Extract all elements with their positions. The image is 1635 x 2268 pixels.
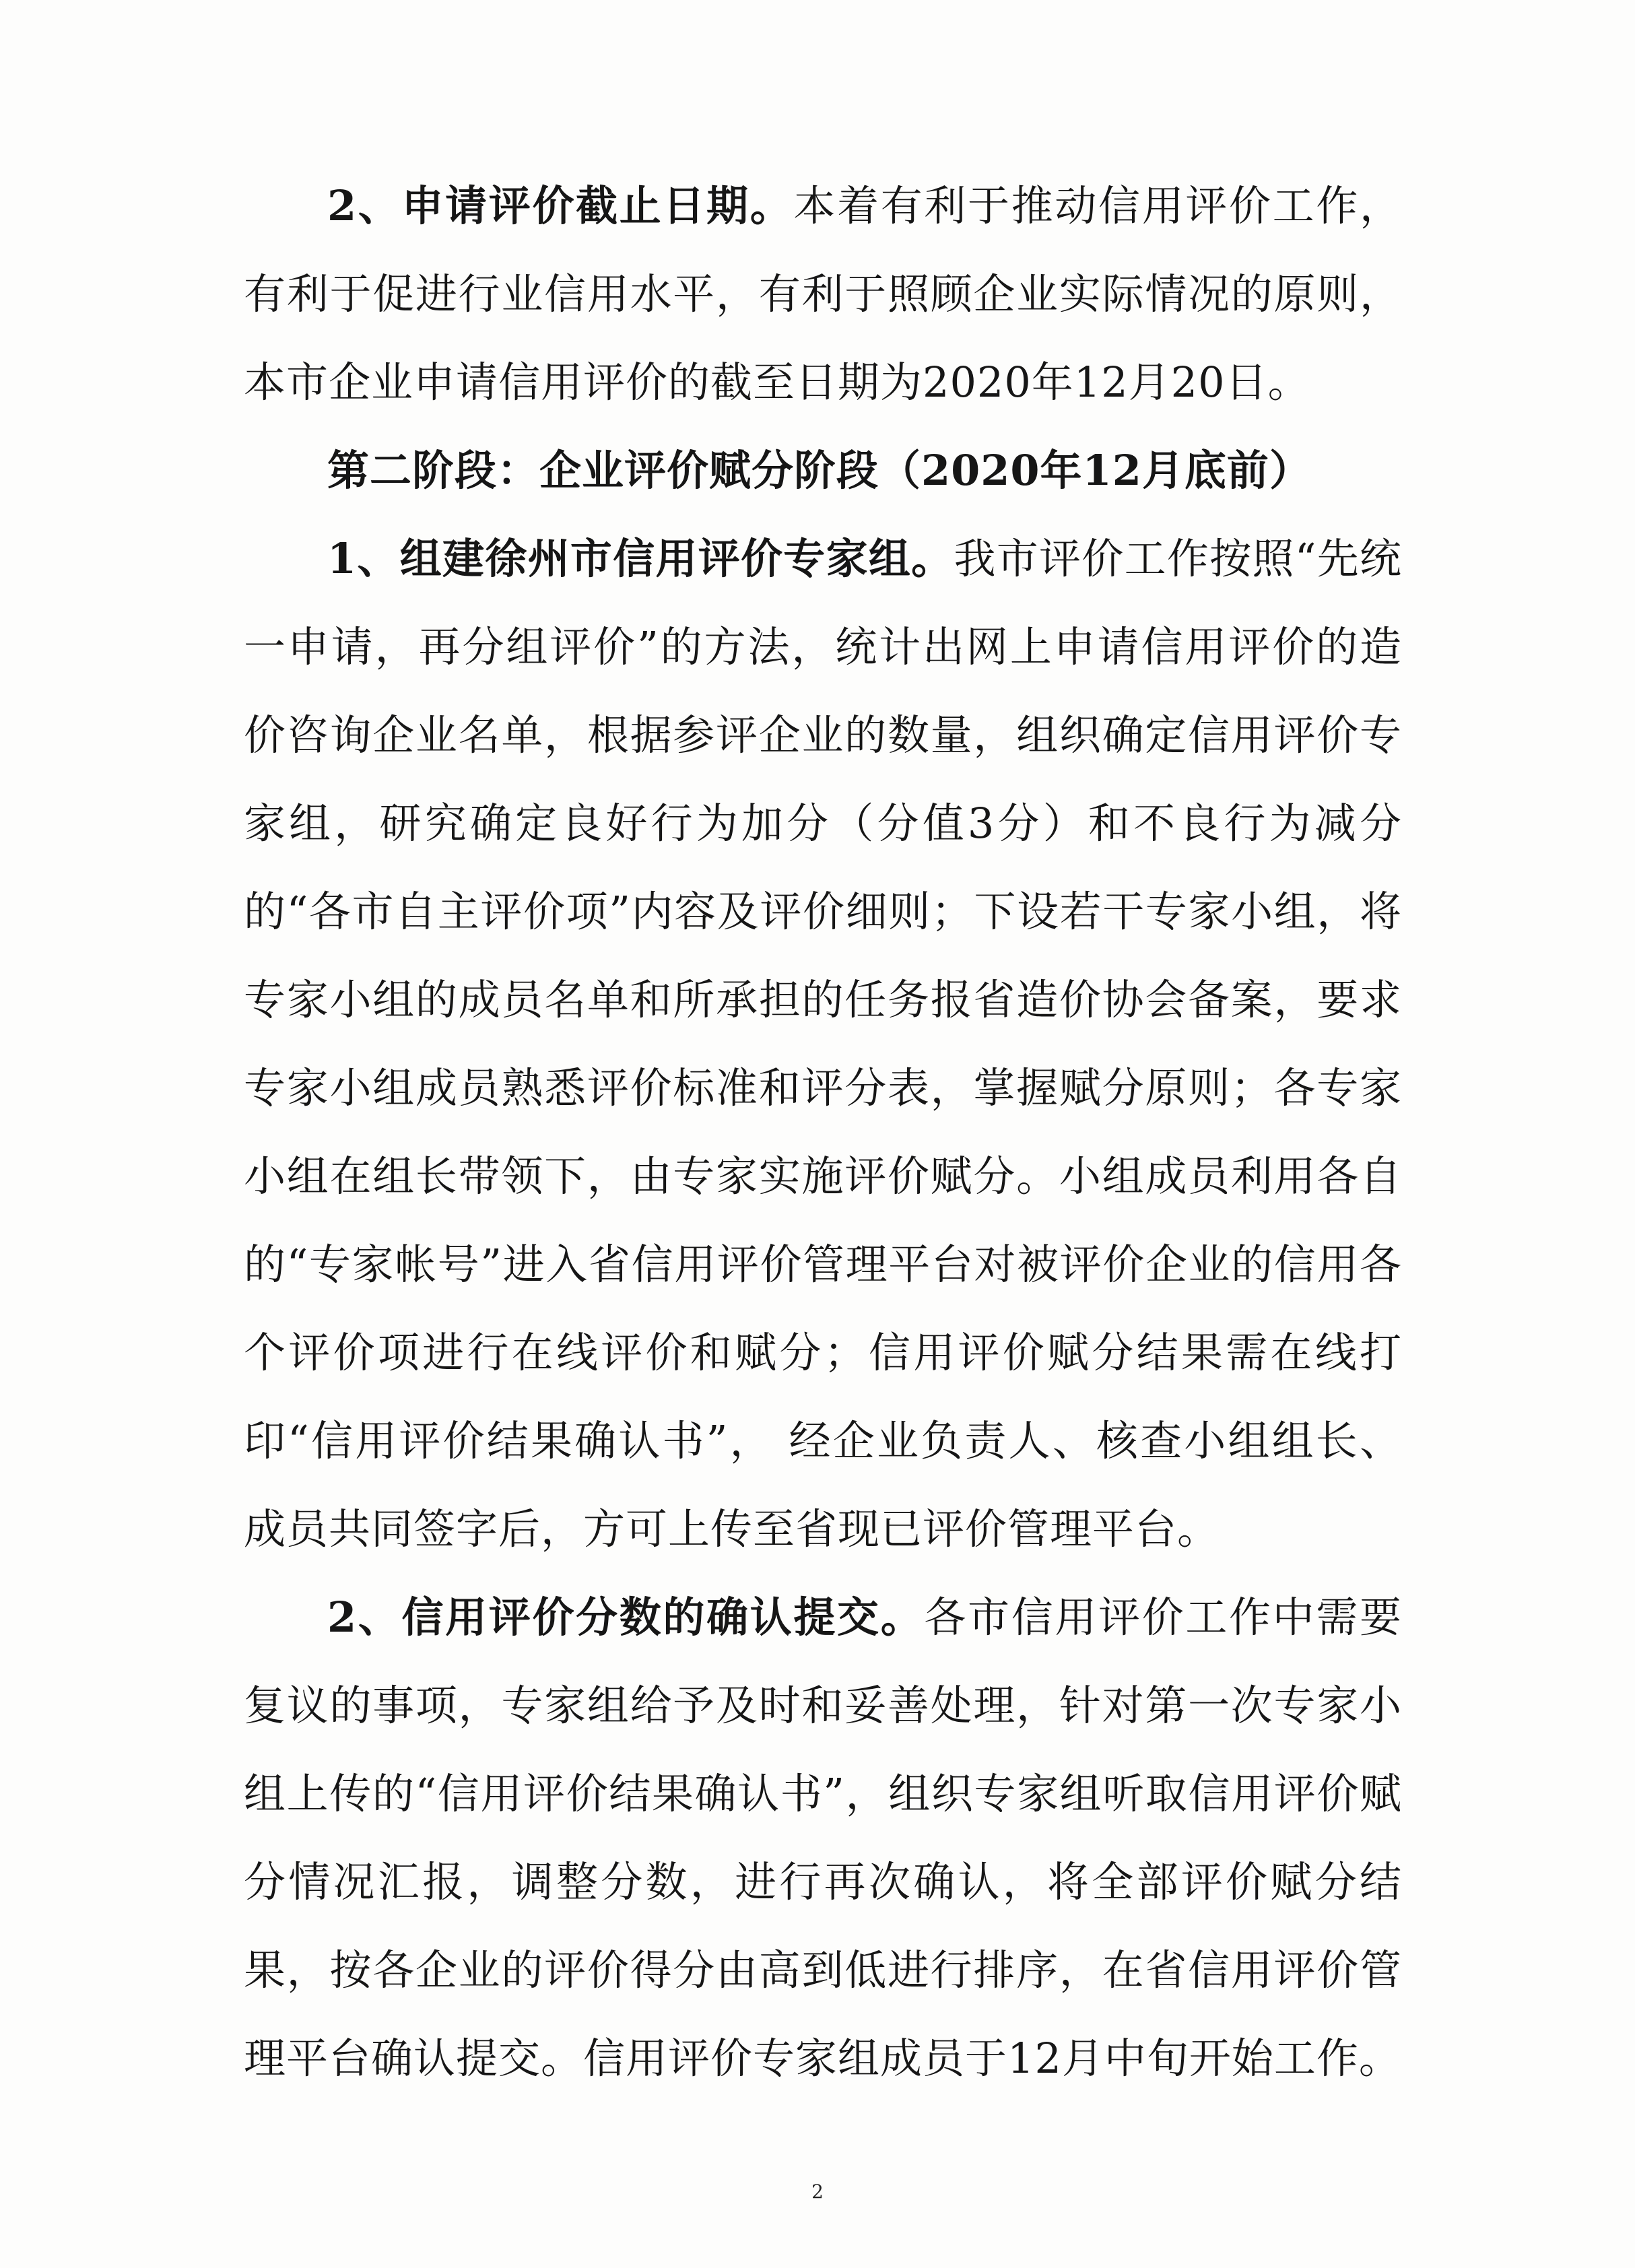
paragraph-body: 各市信用评价工作中需要复议的事项，专家组给予及时和妥善处理，针对第一次专家小组上传的“信用评价结果确认书”，组织专家组听取信用评价赋分情况汇报，调整分数，进行再次确认，将全部评价赋分结果，按各企业的评价得分由高到低进行排序，在省信用评价管理平台确认提交。信用评价专家组成员于12月中旬开始工作。 [244, 1593, 1402, 2083]
stage-two-heading [244, 426, 1402, 514]
section-heading: 第二阶段：企业评价赋分阶段（2020年12月底前） [327, 446, 1312, 495]
paragraph-expert-group [244, 514, 1402, 1573]
paragraph-lead: 2、申请评价截止日期。 [327, 181, 794, 230]
paragraph-lead: 1、组建徐州市信用评价专家组。 [327, 534, 954, 583]
paragraph-lead: 2、信用评价分数的确认提交。 [327, 1593, 925, 1642]
document-body [244, 162, 1402, 2102]
paragraph-application-deadline [244, 162, 1402, 426]
paragraph-body: 我市评价工作按照“先统一申请，再分组评价”的方法，统计出网上申请信用评价的造价咨询企业名单，根据参评企业的数量，组织确定信用评价专家组，研究确定良好行为加分（分值3分）和不良行为减分的“各市自主评价项”内容及评价细则；下设若干专家小组，将专家小组的成员名单和所承担的任务报省造价协会备案，要求专家小组成员熟悉评价标准和评分表，掌握赋分原则；各专家小组在组长带领下，由专家实施评价赋分。小组成员利用各自的“专家帐号”进入省信用评价管理平台对被评价企业的信用各个评价项进行在线评价和赋分；信用评价赋分结果需在线打印“信用评价结果确认书”， 经企业负责人、核查小组组长、成员共同签字后，方可上传至省现已评价管理平台。 [244, 534, 1402, 1554]
paragraph-score-confirmation [244, 1573, 1402, 2102]
page-number: 2 [811, 2180, 824, 2203]
paragraph-body: 本着有利于推动信用评价工作，有利于促进行业信用水平，有利于照顾企业实际情况的原则，本市企业申请信用评价的截至日期为2020年12月20日。 [244, 181, 1402, 407]
